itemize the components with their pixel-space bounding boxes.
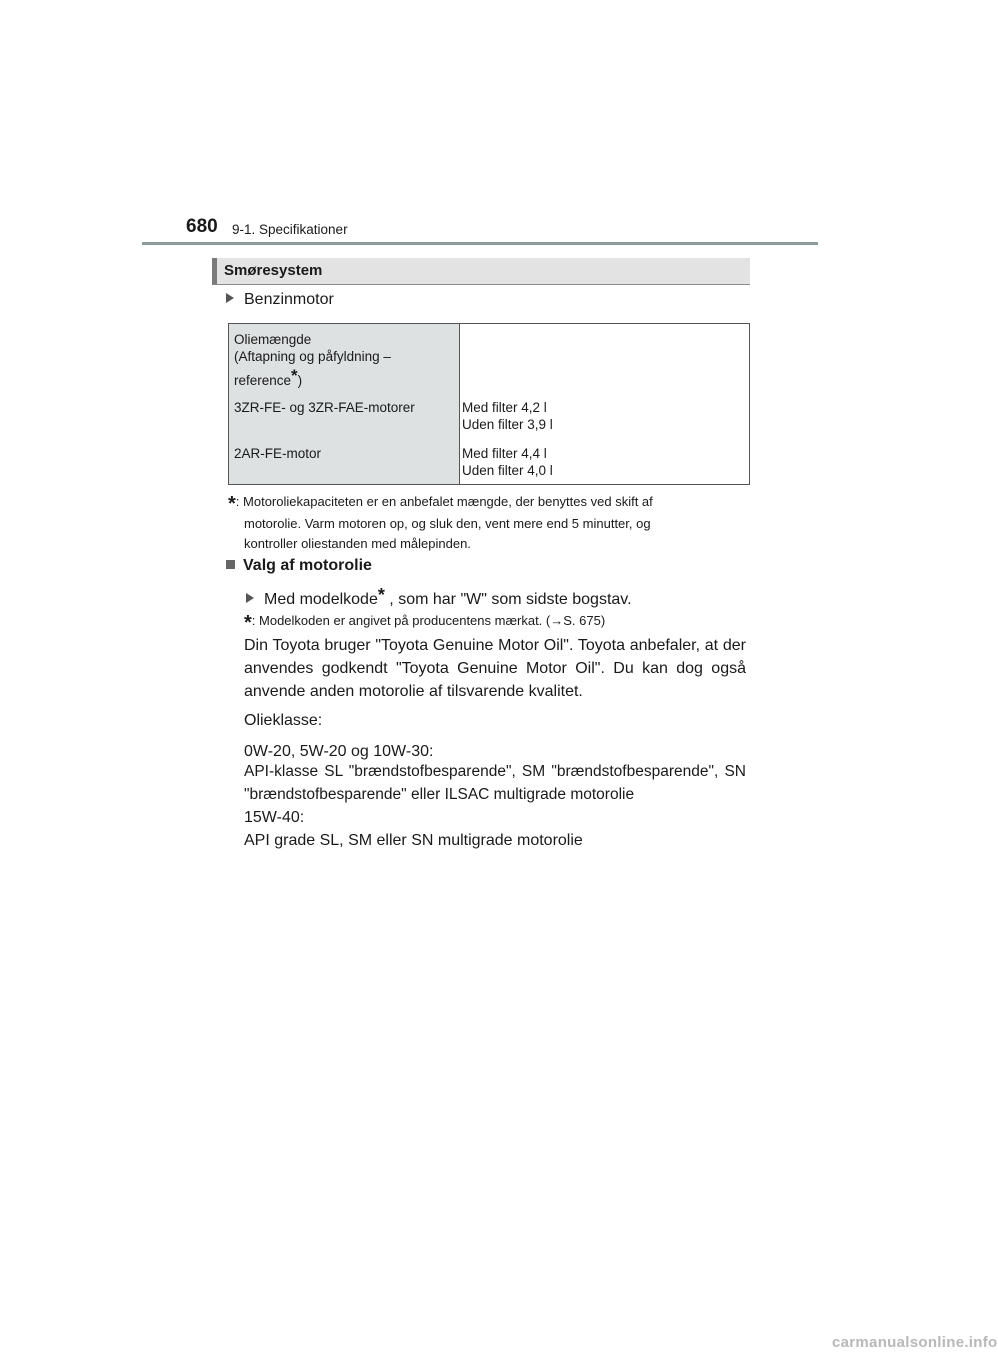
oil-class-label: Olieklasse: bbox=[244, 712, 323, 729]
heading-text: Valg af motorolie bbox=[243, 557, 372, 574]
table-header-line: Oliemængde bbox=[234, 332, 312, 347]
watermark: carmanualsonline.info bbox=[832, 1334, 998, 1351]
with-filter-value: Med filter 4,4 l bbox=[462, 446, 547, 461]
oil-capacity-table bbox=[228, 323, 750, 485]
footnote-line: kontroller oliestanden med målepinden. bbox=[244, 536, 471, 551]
model-code-item bbox=[246, 584, 632, 611]
section-bar bbox=[212, 258, 750, 285]
footnote-line: : Motoroliekapaciteten er en anbefalet mængde, der benyttes ved skift af bbox=[235, 494, 653, 509]
with-filter-value: Med filter 4,2 l bbox=[462, 400, 547, 415]
oil-recommendation-paragraph: Din Toyota bruger "Toyota Genuine Motor Oil". Toyota anbefaler, at der anvendes godkendt "Toyota Genuine Motor Oil". Du kan dog også anvende anden motorolie af tilsvarende kvalitet. bbox=[244, 637, 746, 700]
table-header-line: reference bbox=[234, 373, 292, 388]
without-filter-value: Uden filter 4,0 l bbox=[462, 463, 553, 478]
asterisk-mark: * bbox=[377, 585, 385, 605]
section-label: 9-1. Specifikationer bbox=[232, 222, 348, 237]
api-class-2: API grade SL, SM eller SN multigrade motorolie bbox=[244, 832, 583, 849]
table-header-label bbox=[234, 331, 391, 389]
capacity-footnote bbox=[228, 492, 748, 554]
table-row-engine: 2AR-FE-motor bbox=[234, 446, 322, 461]
table-row-value bbox=[462, 399, 553, 433]
model-code-text: Med modelkode bbox=[264, 591, 378, 608]
section-bar-accent bbox=[212, 258, 217, 284]
table-header-line: (Aftapning og påfyldning – bbox=[234, 349, 391, 364]
without-filter-value: Uden filter 3,9 l bbox=[462, 417, 553, 432]
viscosity-group-2: 15W-40: bbox=[244, 809, 305, 826]
engine-type-item bbox=[226, 291, 334, 309]
page-number: 680 bbox=[186, 216, 218, 237]
model-code-footnote bbox=[244, 612, 605, 635]
section-title: Smøresystem bbox=[224, 262, 323, 279]
footnote-text: : Modelkoden er angivet på producentens mærkat. (→S. 675) bbox=[251, 613, 606, 628]
oil-selection-heading bbox=[226, 557, 372, 575]
footnote-line: motorolie. Varm motoren op, og sluk den, vent mere end 5 minutter, og bbox=[244, 516, 651, 531]
asterisk-mark: * bbox=[228, 493, 236, 515]
asterisk-mark: * bbox=[291, 366, 298, 385]
engine-type-label: Benzinmotor bbox=[244, 291, 334, 308]
triangle-bullet-icon bbox=[246, 593, 254, 603]
table-row-value bbox=[462, 445, 553, 479]
square-bullet-icon bbox=[226, 560, 235, 569]
header-rule bbox=[142, 242, 818, 245]
viscosity-group-1: 0W-20, 5W-20 og 10W-30: bbox=[244, 743, 434, 760]
model-code-text: , som har "W" som sidste bogstav. bbox=[384, 591, 632, 608]
triangle-bullet-icon bbox=[226, 293, 234, 303]
api-class-1: API-klasse SL "brændstofbesparende", SM "brændstofbesparende", SN "brændstofbesparende" eller ILSAC multigrade motorolie bbox=[244, 763, 746, 803]
asterisk-mark: * bbox=[244, 612, 252, 634]
table-header-close: ) bbox=[297, 373, 303, 388]
table-row-engine: 3ZR-FE- og 3ZR-FAE-motorer bbox=[234, 400, 415, 415]
